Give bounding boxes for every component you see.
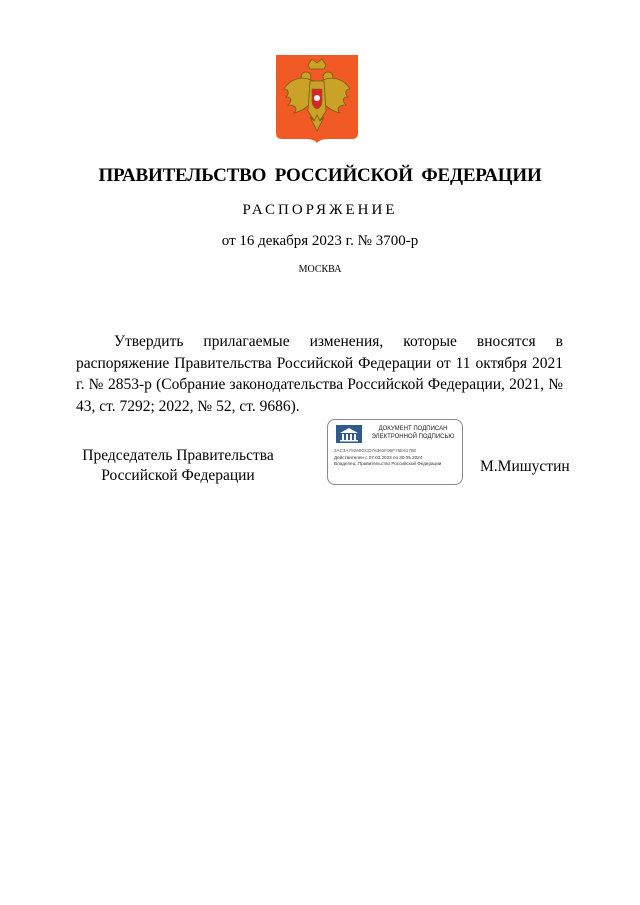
document-city: МОСКВА bbox=[298, 264, 342, 275]
stamp-title bbox=[366, 425, 460, 441]
stamp-title-line1: ДОКУМЕНТ ПОДПИСАН bbox=[378, 426, 448, 432]
document-type: РАСПОРЯЖЕНИЕ bbox=[242, 202, 398, 218]
coat-of-arms-icon bbox=[276, 55, 358, 143]
signer-position bbox=[78, 446, 278, 486]
document-date-number: от 16 декабря 2023 г. № 3700-р bbox=[221, 233, 419, 249]
stamp-validity: Действителен с 07.03.2023 по 30.05.2024 bbox=[334, 455, 423, 460]
document-body: Утвердить прилагаемые изменения, которые вносятся в распоряжение Правительства Российской Федерации от 11 октября 2021 г. № 2853-р (Собрание законодательства Российской Федерации, 2021, № 43, ст. 7292; 2022, № 52, ст. 9686). bbox=[76, 333, 563, 415]
signer-name: М.Мишустин bbox=[480, 458, 570, 475]
stamp-owner: Владелец: Правительство Российской Федерации bbox=[334, 461, 442, 466]
stamp-certificate: 2AC3A79260GCD76361F06F76E6178E bbox=[334, 448, 417, 453]
signer-position-line2: Российской Федерации bbox=[101, 467, 255, 484]
signer-position-line1: Председатель Правительства bbox=[82, 447, 274, 464]
stamp-title-line2: ЭЛЕКТРОННОЙ ПОДПИСЬЮ bbox=[371, 434, 455, 440]
government-heading: ПРАВИТЕЛЬСТВО РОССИЙСКОЙ ФЕДЕРАЦИИ bbox=[98, 165, 542, 186]
electronic-signature-stamp bbox=[327, 419, 463, 485]
building-icon bbox=[336, 425, 362, 443]
